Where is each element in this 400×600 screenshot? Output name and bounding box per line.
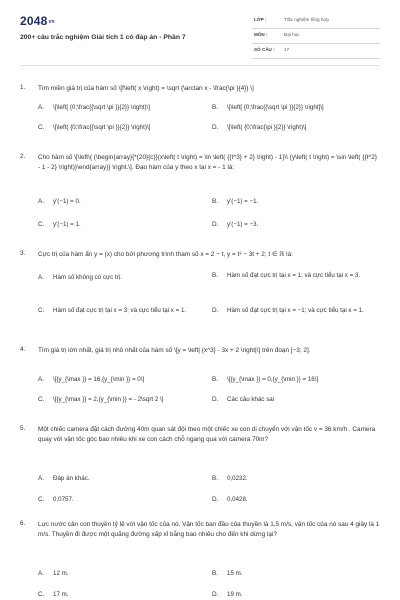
option-letter: C.: [38, 221, 45, 228]
option-text: y'(−1) = −3.: [227, 221, 259, 228]
option-text: 15 m.: [227, 570, 243, 577]
option-letter: B.: [212, 104, 219, 111]
meta-value: 17: [284, 47, 290, 52]
question-number: 6.: [20, 520, 26, 527]
option-text: y'(−1) = −1.: [227, 198, 259, 205]
option-text: 17 m.: [53, 591, 69, 598]
option-letter: C.: [38, 307, 45, 314]
question-number: 5.: [20, 425, 26, 432]
option-letter: B.: [212, 376, 219, 383]
option-letter: D.: [212, 221, 219, 228]
meta-label: MÔN :: [254, 32, 268, 37]
question-text: Tìm giá trị lớn nhất, giá trị nhỏ nhất của hàm số \[y = \left| {x^3} - 3x + 2 \right|\] trên đoạn [−3; 2].: [38, 347, 311, 354]
option-text: Hàm số không có cực trị.: [53, 274, 122, 281]
option-letter: A.: [38, 274, 45, 281]
logo-text: 2048: [20, 14, 48, 28]
option-letter: D.: [212, 591, 219, 598]
question-text: Cho hàm số \[\left\{ {\begin{array}{*{20}{c}}{x\left( t \right) = \ln \left( {{t^3} + 2} \right) - 1}\\ {y\left( t \right) = \sin \left( {{t^2} - 1 - 2} \right)}\end{array}} \right.\]. Đạo hàm của y theo x tại x = - 1 là:: [38, 154, 378, 171]
option-letter: D.: [212, 496, 219, 503]
option-text: \[{y_{\max }} = 16,{y_{\min }} = 0\]: [53, 376, 145, 383]
question-text: Tìm miền giá trị của hàm số \[f\left( x \right) = \sqrt {\arctan x - \frac{\pi }{4}} \]: [38, 85, 254, 92]
option-text: 0,0232.: [227, 475, 248, 482]
option-letter: C.: [38, 496, 45, 503]
option-letter: C.: [38, 591, 45, 598]
option-letter: B.: [212, 475, 219, 482]
option-letter: B.: [212, 272, 219, 279]
option-letter: B.: [212, 570, 219, 577]
option-text: Đáp án khác.: [53, 475, 90, 482]
logo-suffix: vn: [48, 19, 55, 25]
meta-label: SỐ CÂU :: [254, 47, 275, 52]
question-number: 3.: [20, 250, 26, 257]
option-letter: D.: [212, 124, 219, 131]
option-text: 0,0757.: [53, 496, 74, 503]
question-text: Cực trị của hàm ẩn y = (x) cho bởi phương trình tham số x = 2 − t, y = t³ − 3t + 2; t ∈ ℝ là:: [38, 251, 293, 258]
meta-row-subject: [252, 29, 380, 44]
question-text: Lực nước cản con thuyền tỷ lệ với vận tốc của nó. Vận tốc ban đầu của thuyền là 1,5 m/s, vận tốc của nó sau 4 giây là 1 m/s. Thuyền đi được một quãng đường xấp xỉ bằng bao nhiêu cho đến khi dừng lại?: [38, 521, 380, 538]
option-letter: A.: [38, 198, 45, 205]
option-text: \[{y_{\max }} = 0,{y_{\min }} = 16\]: [227, 376, 319, 383]
site-logo[interactable]: [20, 14, 55, 28]
meta-row-class: [252, 14, 380, 29]
option-text: Các câu khác sai: [227, 396, 275, 403]
option-text: \[\left[ {0;\frac{{\sqrt \pi }}{2}} \right)\]: [53, 104, 150, 111]
option-text: \[{y_{\max }} = 2,{y_{\min }} = - 2\sqrt 2 \]: [53, 396, 164, 403]
option-text: Hàm số đạt cực trị tại x = 3; và cực tiểu tại x = 1.: [53, 307, 187, 314]
meta-label: LỚP :: [254, 17, 267, 22]
option-letter: A.: [38, 104, 45, 111]
option-text: \[\left[ {0;\frac{{\sqrt \pi }}{2}} \right]\]: [227, 104, 324, 111]
meta-table: [252, 14, 380, 59]
option-text: 12 m.: [53, 570, 69, 577]
question-text: Một chiếc camera đặt cách đường 40m quan sát đội theo một chiếc xe con di chuyển với vận tốc v = 36 km/h . Camera quay với vận tốc góc bao nhiêu khi xe con cách chỗ ngang qua với camera 70m?: [38, 426, 376, 443]
option-text: \[\left( {0;\frac{\pi }{2}} \right)\]: [227, 124, 307, 131]
option-letter: A.: [38, 376, 45, 383]
question-number: 1.: [20, 84, 26, 91]
option-letter: C.: [38, 124, 45, 131]
option-text: Hàm số đạt cực trị tại x = −1; và cực tiểu tại x = 1.: [227, 307, 364, 314]
option-text: 19 m.: [227, 591, 243, 598]
option-letter: B.: [212, 198, 219, 205]
meta-value: Trắc nghiệm tổng hợp: [284, 17, 329, 22]
option-letter: A.: [38, 475, 45, 482]
option-letter: C.: [38, 396, 45, 403]
page-header: [0, 0, 400, 64]
option-text: Hàm số đạt cực trị tại x = 1; và cực tiểu tại x = 3.: [227, 272, 361, 279]
option-letter: D.: [212, 307, 219, 314]
meta-row-count: [252, 44, 380, 59]
meta-value: Đại học: [284, 32, 300, 37]
question-number: 2.: [20, 153, 26, 160]
option-letter: D.: [212, 396, 219, 403]
document-title: 200+ câu trắc nghiệm Giải tích 1 có đáp án - Phần 7: [20, 34, 186, 41]
option-text: y'(−1) = 1.: [53, 221, 81, 228]
question-number: 4.: [20, 346, 26, 353]
option-text: \[\left( {0;\frac{{\sqrt \pi }}{2}} \right)\]: [53, 124, 151, 131]
option-text: 0,0428.: [227, 496, 248, 503]
option-text: y'(−1) = 0.: [53, 198, 81, 205]
header-divider: [20, 65, 380, 66]
option-letter: A.: [38, 570, 45, 577]
